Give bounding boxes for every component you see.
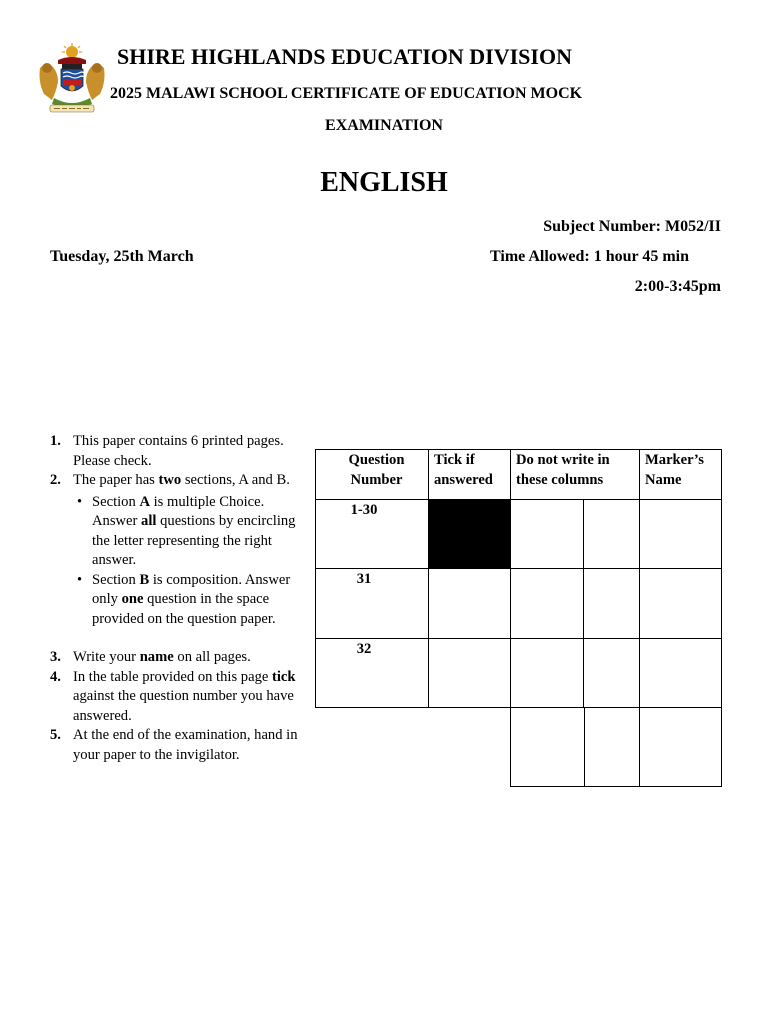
bullet-section-b: • Section B is composition. Answer only one question in the space provided on the question paper. [77, 571, 291, 627]
total-row-table [510, 707, 722, 787]
coat-of-arms-icon [34, 42, 110, 118]
instruction-number: 3. [50, 649, 61, 665]
time-allowed: Time Allowed: 1 hour 45 min [490, 248, 689, 265]
section-bullets [73, 493, 308, 630]
marker-cell [584, 500, 640, 569]
marker-cell [511, 639, 584, 708]
marker-cell [584, 639, 640, 708]
instruction-item [50, 432, 308, 471]
question-number-cell: 1-30 [316, 500, 429, 569]
instruction-number: 4. [50, 668, 61, 685]
marker-cell [511, 500, 584, 569]
instruction-item [50, 471, 308, 629]
question-table [315, 449, 722, 708]
total-cell [640, 708, 722, 787]
organization-title: SHIRE HIGHLANDS EDUCATION DIVISION [117, 44, 572, 69]
subject-title: ENGLISH [320, 167, 448, 198]
header-question-number: Question Number [316, 450, 429, 500]
total-cell [511, 708, 585, 787]
header-marker-name: Marker’s Name [640, 450, 722, 500]
instruction-text: Write your name on all pages. [73, 649, 251, 665]
total-cell [585, 708, 640, 787]
instruction-text: In the table provided on this page tick against the question number you have answered. [73, 668, 296, 724]
marker-cell [511, 569, 584, 639]
table-row [316, 569, 722, 639]
total-row [511, 708, 722, 787]
question-number-cell: 32 [316, 639, 429, 708]
table-header-row [316, 450, 722, 500]
instruction-text: The paper has two sections, A and B. [73, 472, 290, 488]
marker-name-cell [640, 639, 722, 708]
question-number-cell: 31 [316, 569, 429, 639]
instruction-text: At the end of the examination, hand in your paper to the invigilator. [73, 727, 298, 763]
tick-cell-blacked-out [429, 500, 511, 569]
instruction-number: 2. [50, 472, 61, 488]
bullet-section-a: • Section A is multiple Choice. Answer all questions by encircling the letter representing the right answer. [77, 493, 296, 568]
instruction-text: This paper contains 6 printed pages. Please check. [73, 433, 284, 469]
tick-cell[interactable] [429, 639, 511, 708]
subject-number: Subject Number: M052/II [543, 218, 721, 235]
time-range: 2:00-3:45pm [634, 278, 721, 295]
instruction-item [50, 668, 308, 727]
instruction-item [50, 726, 308, 765]
exam-title-line1: 2025 MALAWI SCHOOL CERTIFICATE OF EDUCATION MOCK [110, 85, 583, 102]
bullet-icon: • [77, 571, 83, 588]
exam-title-line2: EXAMINATION [325, 117, 443, 134]
exam-date: Tuesday, 25th March [50, 248, 194, 265]
marker-name-cell [640, 500, 722, 569]
instruction-item [50, 648, 308, 668]
header-do-not-write: Do not write in these columns [511, 450, 640, 500]
instruction-number: 1. [50, 433, 61, 449]
tick-cell[interactable] [429, 569, 511, 639]
bullet-icon: • [77, 493, 83, 510]
table-row [316, 639, 722, 708]
instruction-number: 5. [50, 727, 61, 743]
header-tick: Tick if answered [429, 450, 511, 500]
marker-name-cell [640, 569, 722, 639]
marker-cell [584, 569, 640, 639]
table-row [316, 500, 722, 569]
instructions-list [50, 432, 308, 765]
